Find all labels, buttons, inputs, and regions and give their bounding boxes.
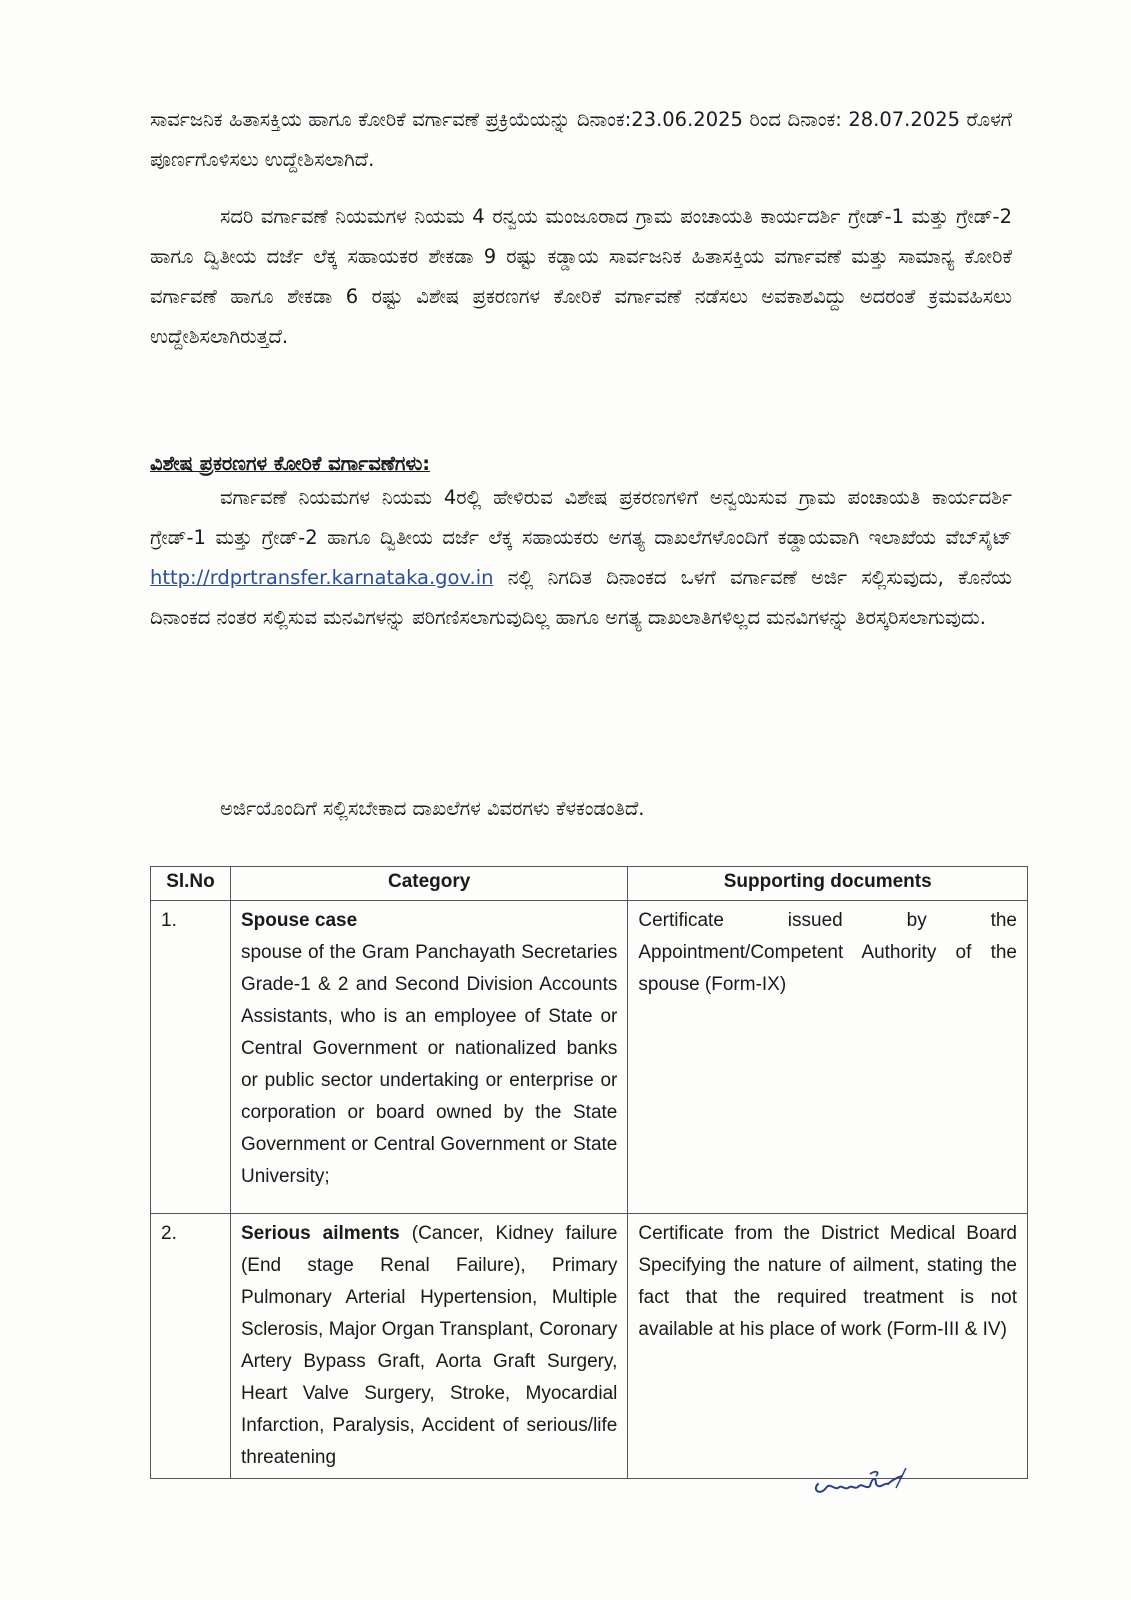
table-header-row bbox=[151, 867, 1028, 901]
category-title: Spouse case bbox=[240, 910, 358, 931]
documents-intro: ಅರ್ಜಿಯೊಂದಿಗೆ ಸಲ್ಲಿಸಬೇಕಾದ ದಾಖಲೆಗಳ ವಿವರಗಳು ಕೆಳಕಂಡಂತಿದೆ. bbox=[220, 797, 645, 820]
row-supporting-documents: Certificate issued by the Appointment/Competent Authority of the spouse (Form-IX) bbox=[628, 901, 1028, 1214]
special-cases-text: ವರ್ಗಾವಣೆ ನಿಯಮಗಳ ನಿಯಮ 4ರಲ್ಲಿ ಹೇಳಿರುವ ವಿಶೇಷ ಪ್ರಕರಣಗಳಿಗೆ ಅನ್ವಯಿಸುವ ಗ್ರಾಮ ಪಂಚಾಯತಿ ಕಾರ್ಯದರ್ಶಿ ಗ್ರೇಡ್-1 ಮತ್ತು ಗ್ರೇಡ್-2 ಹಾಗೂ ದ್ವಿತೀಯ ದರ್ಜೆ ಲೆಕ್ಕ ಸಹಾಯಕರು ಅಗತ್ಯ ದಾಖಲೆಗಳೊಂದಿಗೆ ಕಡ್ಡಾಯವಾಗಿ ಇಲಾಖೆಯ ವೆಬ್‌ಸೈಟ್ bbox=[150, 486, 1012, 549]
row-category bbox=[230, 901, 627, 1214]
row-slno: 2. bbox=[151, 1214, 231, 1479]
table-row bbox=[151, 901, 1028, 1214]
paragraph-transfer-quota: ಸದರಿ ವರ್ಗಾವಣೆ ನಿಯಮಗಳ ನಿಯಮ 4 ರನ್ವಯ ಮಂಜೂರಾದ ಗ್ರಾಮ ಪಂಚಾಯತಿ ಕಾರ್ಯದರ್ಶಿ ಗ್ರೇಡ್-1 ಮತ್ತು ಗ್ರೇಡ್-2 ಹಾಗೂ ದ್ವಿತೀಯ ದರ್ಜೆ ಲೆಕ್ಕ ಸಹಾಯಕರ ಶೇಕಡಾ 9 ರಷ್ಟು ಕಡ್ಡಾಯ ಸಾರ್ವಜನಿಕ ಹಿತಾಸಕ್ತಿಯ ವರ್ಗಾವಣೆ ಮತ್ತು ಸಾಮಾನ್ಯ ಕೋರಿಕೆ ವರ್ಗಾವಣೆ ಹಾಗೂ ಶೇಕಡಾ 6 ರಷ್ಟು ವಿಶೇಷ ಪ್ರಕರಣಗಳ ಕೋರಿಕೆ ವರ್ಗಾವಣೆ ನಡೆಸಲು ಅವಕಾಶವಿದ್ದು ಅದರಂತೆ ಕ್ರಮವಹಿಸಲು ಉದ್ದೇಶಿಸಲಾಗಿರುತ್ತದೆ. bbox=[150, 205, 1012, 348]
header-supporting-documents: Supporting documents bbox=[628, 867, 1028, 901]
paragraph-schedule: ಸಾರ್ವಜನಿಕ ಹಿತಾಸಕ್ತಿಯ ಹಾಗೂ ಕೋರಿಕೆ ವರ್ಗಾವಣೆ ಪ್ರಕ್ರಿಯೆಯನ್ನು ದಿನಾಂಕ:23.06.2025 ರಿಂದ ದಿನಾಂಕ: 28.07.2025 ರೊಳಗೆ ಪೂರ್ಣಗೊಳಿಸಲು ಉದ್ದೇಶಿಸಲಾಗಿದೆ. bbox=[150, 108, 1012, 171]
category-description: spouse of the Gram Panchayath Secretaries Grade-1 & 2 and Second Division Accounts Assistants, who is an employee of State or Central Government or nationalized banks or public sector undertaking or enterprise or corporation or board owned by the State Government or Central Government or State University; bbox=[240, 942, 618, 1187]
signature bbox=[810, 1460, 910, 1504]
special-cases-text-continued: ನಲ್ಲಿ ನಿಗದಿತ ದಿನಾಂಕದ ಒಳಗೆ ವರ್ಗಾವಣೆ ಅರ್ಜಿ ಸಲ್ಲಿಸುವುದು, ಕೊನೆಯ ದಿನಾಂಕದ ನಂತರ ಸಲ್ಲಿಸುವ ಮನವಿಗಳನ್ನು ಪರಿಗಣಿಸಲಾಗುವುದಿಲ್ಲ ಹಾಗೂ ಅಗತ್ಯ ದಾಖಲಾತಿಗಳಿಲ್ಲದ ಮನವಿಗಳನ್ನು ತಿರಸ್ಕರಿಸಲಾಗುವುದು. bbox=[150, 566, 1012, 629]
row-slno: 1. bbox=[151, 901, 231, 1214]
signature-scribble bbox=[810, 1460, 910, 1500]
category-description: (Cancer, Kidney failure (End stage Renal Failure), Primary Pulmonary Arterial Hypertension, Multiple Sclerosis, Major Organ Transplant, Coronary Artery Bypass Graft, Aorta Graft Surgery, Heart Valve Surgery, Stroke, Myocardial Infarction, Paralysis, Accident of serious/life threatening bbox=[240, 1223, 618, 1468]
row-category bbox=[230, 1214, 627, 1479]
section-heading: ವಿಶೇಷ ಪ್ರಕರಣಗಳ ಕೋರಿಕೆ ವರ್ಗಾವಣೆಗಳು: bbox=[150, 452, 431, 475]
header-slno: Sl.No bbox=[151, 867, 231, 901]
category-title: Serious ailments bbox=[240, 1223, 400, 1244]
row-supporting-documents: Certificate from the District Medical Board Specifying the nature of ailment, stating the fact that the required treatment is not available at his place of work (Form-III & IV) bbox=[628, 1214, 1028, 1479]
paragraph-special-cases bbox=[150, 478, 1012, 638]
header-category: Category bbox=[230, 867, 627, 901]
table-row bbox=[151, 1214, 1028, 1479]
transfer-website-link[interactable]: http://rdprtransfer.karnataka.gov.in bbox=[150, 566, 494, 589]
documents-table bbox=[150, 866, 1028, 1479]
